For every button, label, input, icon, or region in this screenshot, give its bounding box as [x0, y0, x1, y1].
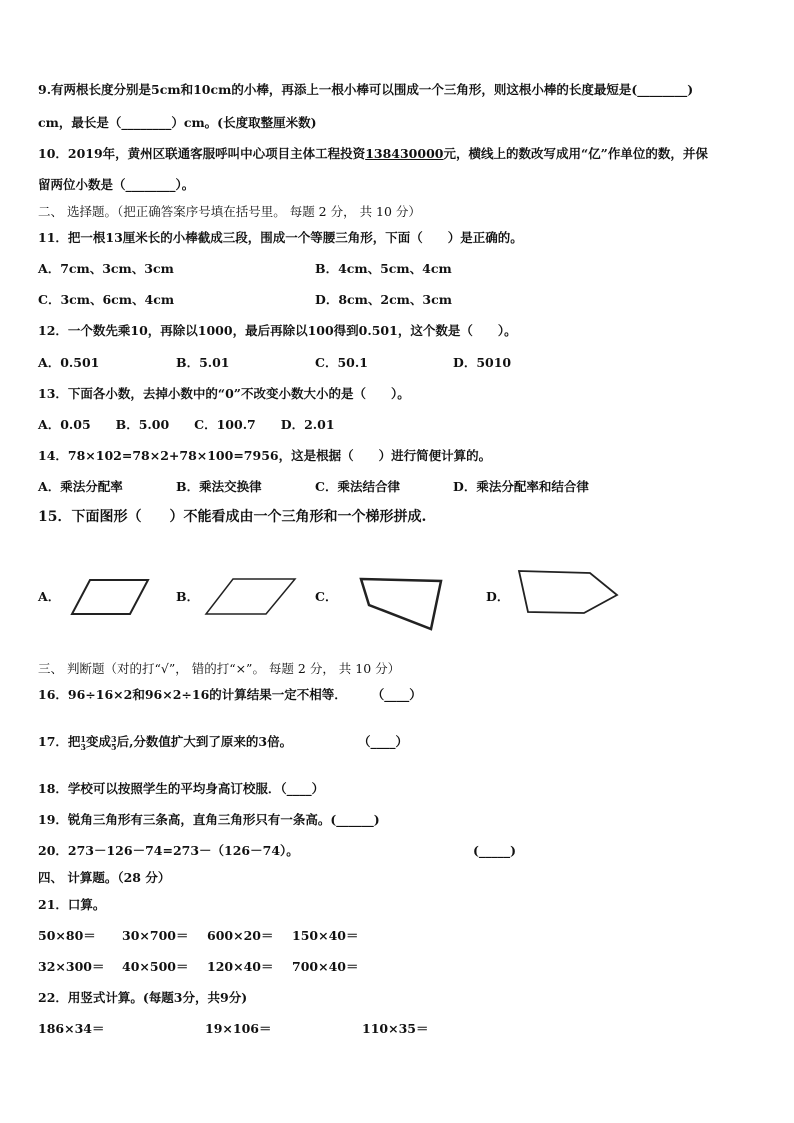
q11-option-b: B．4cm、5cm、4cm [315, 261, 452, 276]
q17-f1-numerator: 1 [80, 733, 86, 744]
q9-line2: cm，最长是（________）cm。(长度取整厘米数) [38, 115, 317, 130]
q21-item: 50×80＝ [38, 928, 96, 943]
section-3-heading: 三、 判断题（对的打“√”， 错的打“×”。 每题 2 分， 共 10 分） [38, 661, 401, 676]
q13-options: A．0.05 B．5.00 C．100.7 D．2.01 [38, 417, 335, 432]
q21-item: 120×40＝ [207, 959, 274, 974]
q22-item: 19×106＝ [205, 1021, 272, 1036]
q22-title: 22．用竖式计算。(每题3分，共9分) [38, 990, 248, 1005]
q21-item: 700×40＝ [292, 959, 359, 974]
q14-option-a: A．乘法分配率 [38, 479, 123, 494]
q16: 16．96÷16×2和96×2÷16的计算结果一定不相等． （____） [38, 687, 422, 702]
q17-f2-numerator: 3 [111, 733, 117, 744]
q11-option-c: C．3cm、6cm、4cm [38, 292, 175, 307]
q15-shape-b-parallelogram [203, 576, 299, 618]
q14-option-b: B．乘法交换律 [176, 479, 262, 494]
q15-option-b-label: B． [176, 589, 200, 604]
section-2-heading: 二、 选择题。（把正确答案序号填在括号里。 每题 2 分， 共 10 分） [38, 204, 421, 219]
q18: 18．学校可以按照学生的平均身高订校服．（____） [38, 781, 325, 796]
q17-f2-denominator: 5 [111, 741, 117, 752]
q12-option-d: D．5010 [453, 355, 512, 370]
q15-option-d-label: D． [486, 589, 510, 604]
section-4-heading: 四、 计算题。（28 分） [38, 870, 171, 885]
q10-number: 138430000 [365, 146, 444, 161]
q22-item: 186×34＝ [38, 1021, 105, 1036]
q14-option-d: D．乘法分配率和结合律 [453, 479, 589, 494]
q17-post: 后,分数值扩大到了原来的3倍。 [116, 734, 293, 749]
q10-pre: 10．2019年，黄州区联通客服呼叫中心项目主体工程投资 [38, 146, 366, 161]
q9-line1: 9.有两根长度分别是5cm和10cm的小棒，再添上一根小棒可以围成一个三角形，则这根小棒的长度最短是(________) [38, 82, 694, 97]
q13-stem: 13．下面各小数，去掉小数中的“0”不改变小数大小的是（ ）。 [38, 386, 410, 401]
q19: 19．锐角三角形有三条高，直角三角形只有一条高。(______) [38, 812, 380, 827]
q12-option-a: A．0.501 [38, 355, 100, 370]
q21-item: 40×500＝ [122, 959, 189, 974]
q17-mid: 变成 [85, 734, 111, 749]
q10-line1 [38, 146, 708, 162]
q15-shape-d-pentagon [514, 567, 622, 617]
q15-shape-c-quadrilateral [355, 575, 447, 633]
q15-stem: 15．下面图形（ ）不能看成由一个三角形和一个梯形拼成. [38, 509, 427, 525]
q17-f1-denominator: 3 [80, 741, 86, 752]
q21-item: 600×20＝ [207, 928, 274, 943]
q14-option-c: C．乘法结合律 [315, 479, 400, 494]
q17-pre: 17．把 [38, 734, 81, 749]
q11-option-a: A．7cm、3cm、3cm [38, 261, 174, 276]
q21-item: 30×700＝ [122, 928, 189, 943]
q21-item: 150×40＝ [292, 928, 359, 943]
q20-blank: (_____) [473, 843, 517, 858]
q11-option-d: D．8cm、2cm、3cm [315, 292, 452, 307]
q15-option-a-label: A． [38, 589, 61, 604]
q20: 20．273－126－74=273－（126－74）。 [38, 843, 299, 858]
q11-stem: 11．把一根13厘米长的小棒截成三段，围成一个等腰三角形，下面（ ）是正确的。 [38, 230, 523, 245]
q21-title: 21．口算。 [38, 897, 106, 912]
q12-option-b: B．5.01 [176, 355, 230, 370]
q22-item: 110×35＝ [362, 1021, 429, 1036]
q10-post: 元，横线上的数改写成用“亿”作单位的数，并保 [443, 146, 708, 161]
q14-stem: 14．78×102=78×2+78×100=7956，这是根据（ ）进行简便计算的。 [38, 448, 492, 463]
q15-shape-a-parallelogram [68, 576, 152, 618]
q17 [38, 734, 292, 751]
q21-item: 32×300＝ [38, 959, 105, 974]
q15-option-c-label: C． [315, 589, 338, 604]
q10-line2: 留两位小数是（________）。 [38, 177, 195, 192]
q12-option-c: C．50.1 [315, 355, 368, 370]
q17-blank: （____） [358, 734, 409, 749]
q12-stem: 12．一个数先乘10，再除以1000，最后再除以100得到0.501，这个数是（ ）。 [38, 323, 517, 338]
